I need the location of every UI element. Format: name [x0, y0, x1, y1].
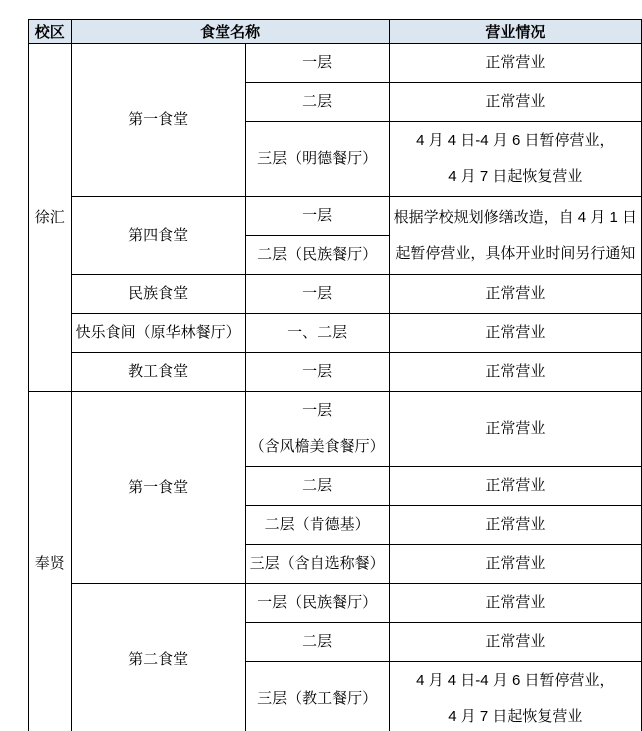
cell-line: 4 月 7 日起恢复营业 [448, 708, 583, 725]
cell-line: 4 月 7 日起恢复营业 [448, 168, 583, 185]
cell-line: 正常营业 [485, 285, 546, 302]
floor-cell [245, 83, 389, 122]
canteen-cell [71, 197, 245, 275]
cell-line: 三层（含自选称餐） [249, 555, 385, 572]
floor-cell [245, 392, 389, 467]
status-cell [389, 44, 641, 83]
cell-line: 一层 [302, 285, 333, 302]
header-cell-campus: 校区 [29, 20, 72, 44]
cell-line: 教工食堂 [128, 363, 189, 380]
table-body [29, 44, 642, 731]
cell-line: 二层 [302, 93, 333, 110]
status-cell [389, 83, 641, 122]
table-header [29, 20, 642, 44]
floor-cell [245, 353, 389, 392]
cell-line: （含风檐美食餐厅） [249, 438, 385, 455]
cell-line: 二层（肯德基） [264, 516, 370, 533]
status-cell [389, 275, 641, 314]
status-cell [389, 314, 641, 353]
floor-cell [245, 467, 389, 506]
cell-line: 快乐食间（原华林餐厅） [75, 324, 241, 341]
cell-line: 三层（明德餐厅） [257, 150, 378, 167]
cell-line: 第一食堂 [128, 478, 189, 496]
cell-line: 一层 [302, 363, 333, 380]
cell-line: 正常营业 [485, 555, 546, 572]
floor-cell [245, 584, 389, 623]
cell-line: 正常营业 [485, 93, 546, 110]
floor-cell [245, 545, 389, 584]
cell-line: 三层（教工餐厅） [257, 690, 378, 707]
canteen-cell [71, 275, 245, 314]
cell-line: 正常营业 [485, 363, 546, 380]
cell-line: 徐汇 [34, 208, 65, 226]
table-row [29, 44, 642, 83]
floor-cell [245, 662, 389, 731]
cell-line: 二层（民族餐厅） [257, 246, 378, 263]
floor-cell [245, 275, 389, 314]
table-row [29, 314, 642, 353]
cell-line: 第二食堂 [128, 651, 189, 668]
status-cell [389, 353, 641, 392]
table-row [29, 197, 642, 236]
canteen-cell [71, 314, 245, 353]
cell-line: 二层 [302, 477, 333, 494]
header-cell-canteen: 食堂名称 [71, 20, 389, 44]
floor-cell [245, 314, 389, 353]
floor-cell [245, 506, 389, 545]
cell-line: 正常营业 [485, 54, 546, 71]
cell-line: 一层 [302, 54, 333, 71]
cell-line: 正常营业 [485, 477, 546, 494]
cell-line: 一、二层 [287, 324, 348, 341]
cell-line: 奉贤 [34, 555, 65, 572]
status-cell [389, 197, 641, 275]
table-row [29, 275, 642, 314]
campus-cell [29, 44, 72, 392]
status-cell [389, 506, 641, 545]
status-cell [389, 392, 641, 467]
status-cell [389, 662, 641, 731]
cell-line: 二层 [302, 633, 333, 650]
header-cell-status: 营业情况 [389, 20, 641, 44]
cell-line: 起暂停营业，具体开业时间另行通知 [395, 244, 636, 262]
canteen-cell [71, 44, 245, 197]
cell-line: 第四食堂 [128, 226, 189, 244]
table-row [29, 584, 642, 623]
cell-line: 正常营业 [485, 594, 546, 611]
cell-line: 一层（民族餐厅） [257, 594, 378, 611]
status-cell [389, 467, 641, 506]
canteen-cell [71, 584, 245, 731]
campus-cell [29, 392, 72, 731]
canteen-status-table [28, 19, 642, 731]
floor-cell [245, 44, 389, 83]
cell-line: 一层 [302, 207, 333, 224]
floor-cell [245, 197, 389, 236]
cell-line: 民族食堂 [128, 285, 189, 302]
cell-line: 4 月 4 日-4 月 6 日暂停营业， [416, 132, 615, 149]
canteen-cell [71, 353, 245, 392]
cell-line: 第一食堂 [128, 111, 189, 128]
cell-line: 正常营业 [485, 633, 546, 650]
status-cell [389, 623, 641, 662]
status-cell [389, 122, 641, 197]
cell-line: 正常营业 [485, 516, 546, 533]
floor-cell [245, 623, 389, 662]
canteen-cell [71, 392, 245, 584]
status-cell [389, 584, 641, 623]
cell-line: 4 月 4 日-4 月 6 日暂停营业， [416, 672, 615, 689]
cell-line: 正常营业 [485, 420, 546, 437]
table-row [29, 392, 642, 467]
cell-line: 正常营业 [485, 324, 546, 341]
status-cell [389, 545, 641, 584]
floor-cell [245, 236, 389, 275]
cell-line: 一层 [302, 402, 333, 419]
table-row [29, 353, 642, 392]
cell-line: 根据学校规划修缮改造，自 4 月 1 日 [393, 208, 637, 226]
floor-cell [245, 122, 389, 197]
header-row [29, 20, 642, 44]
